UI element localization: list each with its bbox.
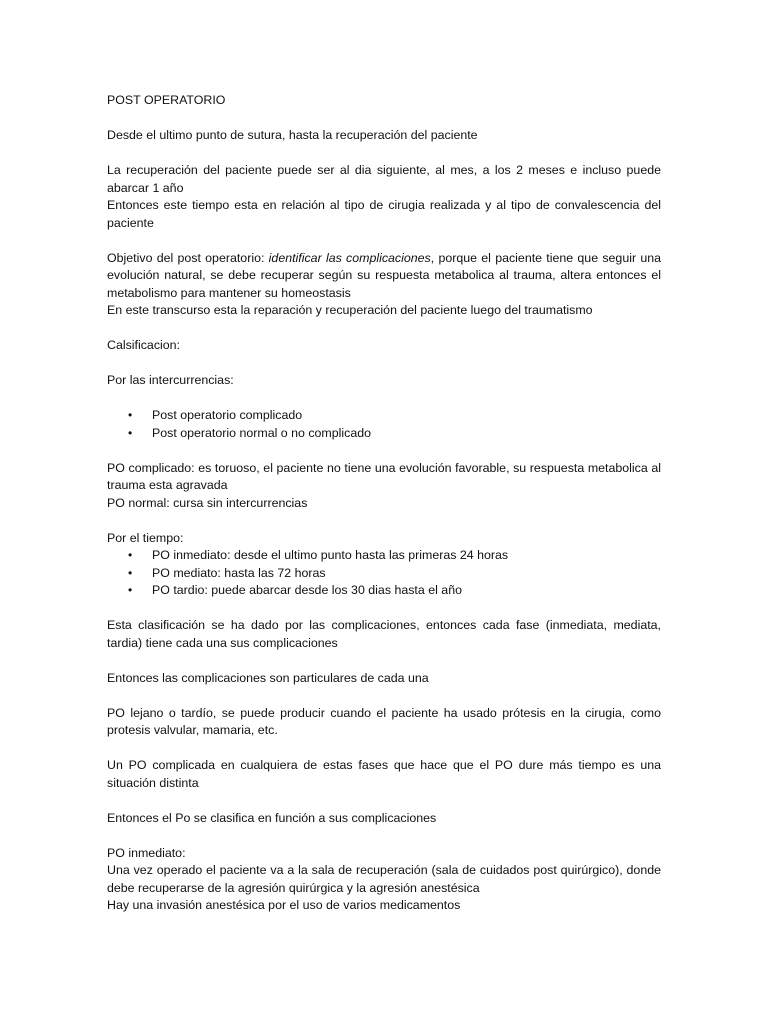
objective-line-1 (107, 250, 661, 303)
incidents-list (107, 407, 661, 442)
list-item (107, 407, 661, 425)
recovery-line-2: Entonces este tiempo esta en relación al tipo de cirugia realizada y al tipo de convalescencia del paciente (107, 198, 661, 230)
immediate-line-1: Una vez operado el paciente va a la sala de recuperación (sala de cuidados post quirúrgico), donde debe recuperarse de la agresión quirúrgica y la agresión anestésica (107, 863, 661, 895)
list-item-text: Post operatorio normal o no complicado (152, 425, 372, 440)
time-list (107, 547, 661, 600)
objective-paragraph (107, 250, 661, 320)
document-page (107, 92, 661, 932)
objective-rest: , porque el paciente tiene que seguir una evolución natural, se debe recuperar según su respuesta metabolica al trauma, altera entonces el metabolismo para mantener su homeostasis (107, 250, 662, 300)
immediate-line-2: Hay una invasión anestésica por el uso de varios medicamentos (107, 898, 461, 912)
immediate-heading: PO inmediato: (107, 845, 186, 860)
list-item (107, 425, 661, 443)
document-title: POST OPERATORIO (107, 93, 226, 107)
classification-heading: Calsificacion: (107, 338, 180, 352)
bullet-icon: • (128, 565, 133, 580)
immediate-section (107, 845, 661, 915)
bullet-icon: • (128, 548, 133, 562)
list-item-text: PO tardio: puede abarcar desde los 30 dias hasta el año (152, 583, 462, 597)
list-item (107, 565, 661, 583)
particular-note: Entonces las complicaciones son particulares de cada una (107, 670, 429, 685)
recovery-line-1: La recuperación del paciente puede ser al dia siguiente, al mes, a los 2 meses e incluso puede abarcar 1 año (107, 163, 661, 195)
objective-lead: Objetivo del post operatorio: (107, 250, 269, 265)
list-item (107, 582, 661, 600)
list-item-text: Post operatorio complicado (152, 408, 303, 422)
objective-line-2: En este transcurso esta la reparación y recuperación del paciente luego del traumatismo (107, 303, 593, 317)
bullet-icon: • (128, 408, 133, 422)
bullet-icon: • (128, 425, 133, 440)
definition-paragraph: Desde el ultimo punto de sutura, hasta la recuperación del paciente (107, 128, 478, 142)
list-item (107, 547, 661, 565)
complicated-phase-paragraph: Un PO complicada en cualquiera de estas fases que hace que el PO dure más tiempo es una situación distinta (107, 758, 661, 790)
classified-by-paragraph: Entonces el Po se clasifica en función a sus complicaciones (107, 810, 437, 825)
late-po-paragraph: PO lejano o tardío, se puede producir cuando el paciente ha usado prótesis en la cirugia, como protesis valvular, mamaria, etc. (107, 705, 661, 737)
po-normal-line: PO normal: cursa sin intercurrencias (107, 495, 308, 510)
recovery-paragraph (107, 162, 661, 232)
list-item-text: PO mediato: hasta las 72 horas (152, 565, 326, 580)
time-heading: Por el tiempo: (107, 530, 184, 545)
bullet-icon: • (128, 583, 133, 597)
list-item-text: PO inmediato: desde el ultimo punto hasta las primeras 24 horas (152, 548, 509, 562)
po-complicated-line: PO complicado: es toruoso, el paciente no tiene una evolución favorable, su respuesta metabolica al trauma esta agravada (107, 460, 661, 492)
po-types-paragraph (107, 460, 661, 513)
objective-emphasis: identificar las complicaciones (268, 250, 431, 265)
incidents-heading: Por las intercurrencias: (107, 373, 234, 387)
phases-note: Esta clasificación se ha dado por las complicaciones, entonces cada fase (inmediata, mediata, tardia) tiene cada una sus complicaciones (107, 618, 661, 650)
